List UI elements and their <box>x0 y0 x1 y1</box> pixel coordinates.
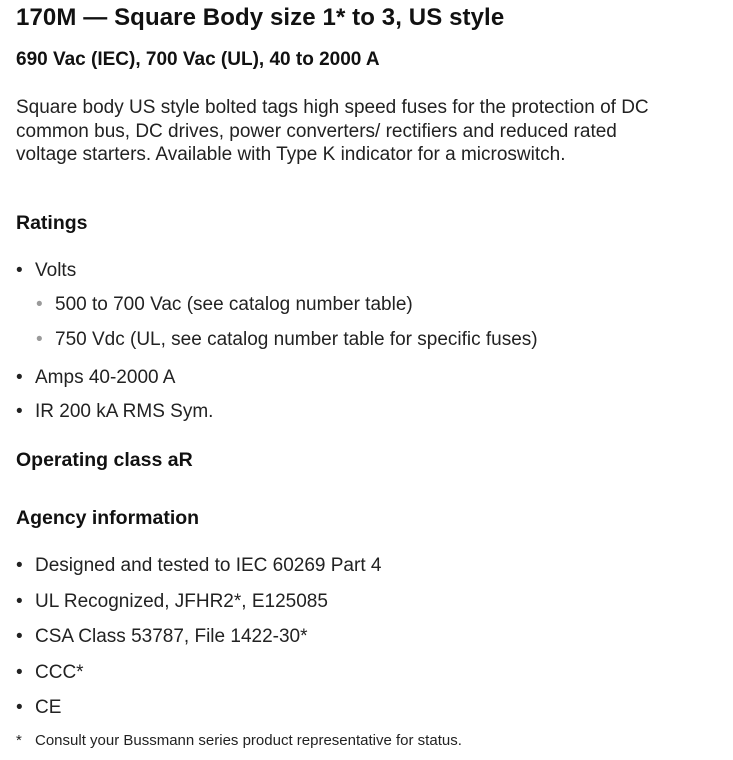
bullet-icon: • <box>16 591 23 612</box>
sub-bullet-icon: • <box>36 329 43 350</box>
list-item-agency <box>16 591 328 613</box>
page-title: 170M — Square Body size 1* to 3, US style <box>16 4 505 31</box>
product-description: Square body US style bolted tags high speed fuses for the protection of DC common bus, DC drives, power converters/ rectifiers and reduced rated voltage starters. Available with Type K indicator for a microswitch. <box>16 97 649 165</box>
sub-bullet-icon: • <box>36 294 43 315</box>
list-item-label: CSA Class 53787, File 1422-30* <box>35 626 308 647</box>
ratings-heading: Ratings <box>16 212 88 234</box>
list-item-label: IR 200 kA RMS Sym. <box>35 401 214 422</box>
list-item-label: CE <box>35 697 62 718</box>
list-item-label: CCC* <box>35 662 84 683</box>
list-item-volts <box>16 260 76 282</box>
list-item-agency <box>16 697 61 719</box>
bullet-icon: • <box>16 662 23 683</box>
agency-heading: Agency information <box>16 507 200 529</box>
sub-list-item-label: 750 Vdc (UL, see catalog number table for specific fuses) <box>55 329 538 350</box>
bullet-icon: • <box>16 626 23 647</box>
list-item-label: UL Recognized, JFHR2*, E125085 <box>35 591 328 612</box>
list-item-amps <box>16 367 175 389</box>
bullet-icon: • <box>16 697 23 718</box>
page-subtitle: 690 Vac (IEC), 700 Vac (UL), 40 to 2000 A <box>16 49 380 70</box>
list-item-agency <box>16 626 308 648</box>
list-item-ir <box>16 401 213 423</box>
list-item-label: Amps 40-2000 A <box>35 367 176 388</box>
bullet-icon: • <box>16 367 23 388</box>
list-item-label: Volts <box>35 260 77 281</box>
list-item-agency <box>16 662 84 684</box>
bullet-icon: • <box>16 401 23 422</box>
list-item-label: Designed and tested to IEC 60269 Part 4 <box>35 555 382 576</box>
sub-list-item <box>36 294 413 316</box>
footnote <box>16 732 462 749</box>
footnote-mark: * <box>16 732 22 749</box>
bullet-icon: • <box>16 260 23 281</box>
sub-list-item <box>36 329 538 351</box>
sub-list-item-label: 500 to 700 Vac (see catalog number table) <box>55 294 413 315</box>
footnote-text: Consult your Bussmann series product representative for status. <box>35 732 462 749</box>
bullet-icon: • <box>16 555 23 576</box>
operating-class-heading: Operating class aR <box>16 449 193 471</box>
list-item-agency <box>16 555 381 577</box>
